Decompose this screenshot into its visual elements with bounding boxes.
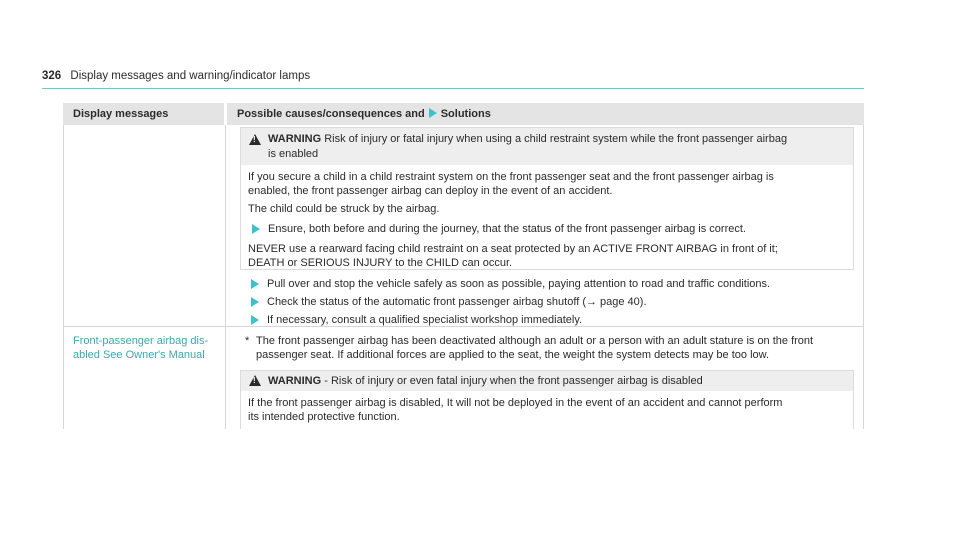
warning-header bbox=[241, 371, 853, 391]
instruction-consult-workshop: If necessary, consult a qualified specialist workshop immediately. bbox=[267, 314, 583, 326]
footnote-asterisk: * bbox=[245, 335, 250, 347]
warning-paragraph-3: NEVER use a rearward facing child restraint on a seat protected by an ACTIVE FRONT AIRBAG in front of it; bbox=[248, 243, 778, 255]
warning-label: WARNING bbox=[268, 375, 322, 387]
warning-title-cont: is enabled bbox=[268, 148, 319, 160]
arrow-bullet-icon bbox=[251, 279, 259, 289]
warning-paragraph: If the front passenger airbag is disabled, It will not be deployed in the event of an accident and cannot perform bbox=[248, 397, 783, 409]
display-messages-table bbox=[63, 103, 864, 429]
page-number: 326 bbox=[42, 70, 62, 82]
warning-triangle-icon bbox=[249, 375, 261, 386]
warning-paragraph-3-cont: DEATH or SERIOUS INJURY to the CHILD can occur. bbox=[248, 257, 513, 269]
arrow-icon bbox=[429, 108, 437, 118]
column-header-display-messages: Display messages bbox=[63, 103, 224, 125]
warning-triangle-icon bbox=[249, 134, 261, 145]
arrow-bullet-icon bbox=[251, 315, 259, 325]
display-message-line2: abled See Owner's Manual bbox=[73, 349, 205, 361]
page-title: Display messages and warning/indicator lamps bbox=[70, 70, 311, 82]
display-message-line1: Front-passenger airbag dis- bbox=[73, 335, 209, 347]
arrow-bullet-icon bbox=[252, 224, 260, 234]
header-divider bbox=[42, 88, 864, 89]
column-header-causes-solutions: Possible causes/consequences and Solutions bbox=[227, 103, 864, 125]
table-border-right bbox=[863, 125, 864, 429]
warning-box-child-restraint bbox=[240, 127, 854, 270]
instruction-pull-over: Pull over and stop the vehicle safely as soon as possible, paying attention to road and traffic conditions. bbox=[267, 278, 771, 290]
warning-title: Risk of injury or fatal injury when using a child restraint system while the front passenger airbag bbox=[324, 133, 788, 145]
table-border-left bbox=[63, 125, 64, 429]
warning-paragraph: If you secure a child in a child restraint system on the front passenger seat and the front passenger airbag is bbox=[248, 171, 774, 183]
warning-box-airbag-disabled bbox=[240, 370, 854, 429]
table-column-divider bbox=[225, 125, 226, 429]
instruction-check-status: Check the status of the automatic front passenger airbag shutoff (→ page 40). bbox=[267, 296, 647, 308]
warning-header bbox=[241, 128, 853, 165]
cause-text-cont: passenger seat. If additional forces are applied to the seat, the weight the system detects may be too low. bbox=[256, 349, 770, 361]
warning-paragraph-cont: enabled, the front passenger airbag can deploy in the event of an accident. bbox=[248, 185, 613, 197]
arrow-bullet-icon bbox=[251, 297, 259, 307]
warning-label: WARNING bbox=[268, 133, 322, 145]
warning-instruction: Ensure, both before and during the journey, that the status of the front passenger airbag is correct. bbox=[268, 223, 746, 235]
cause-text: The front passenger airbag has been deactivated although an adult or a person with an adult stature is on the front bbox=[256, 335, 814, 347]
warning-title: - Risk of injury or even fatal injury when the front passenger airbag is disabled bbox=[324, 375, 703, 387]
warning-paragraph-cont: its intended protective function. bbox=[248, 411, 400, 423]
warning-paragraph-2: The child could be struck by the airbag. bbox=[248, 203, 440, 215]
page-header bbox=[42, 70, 310, 82]
